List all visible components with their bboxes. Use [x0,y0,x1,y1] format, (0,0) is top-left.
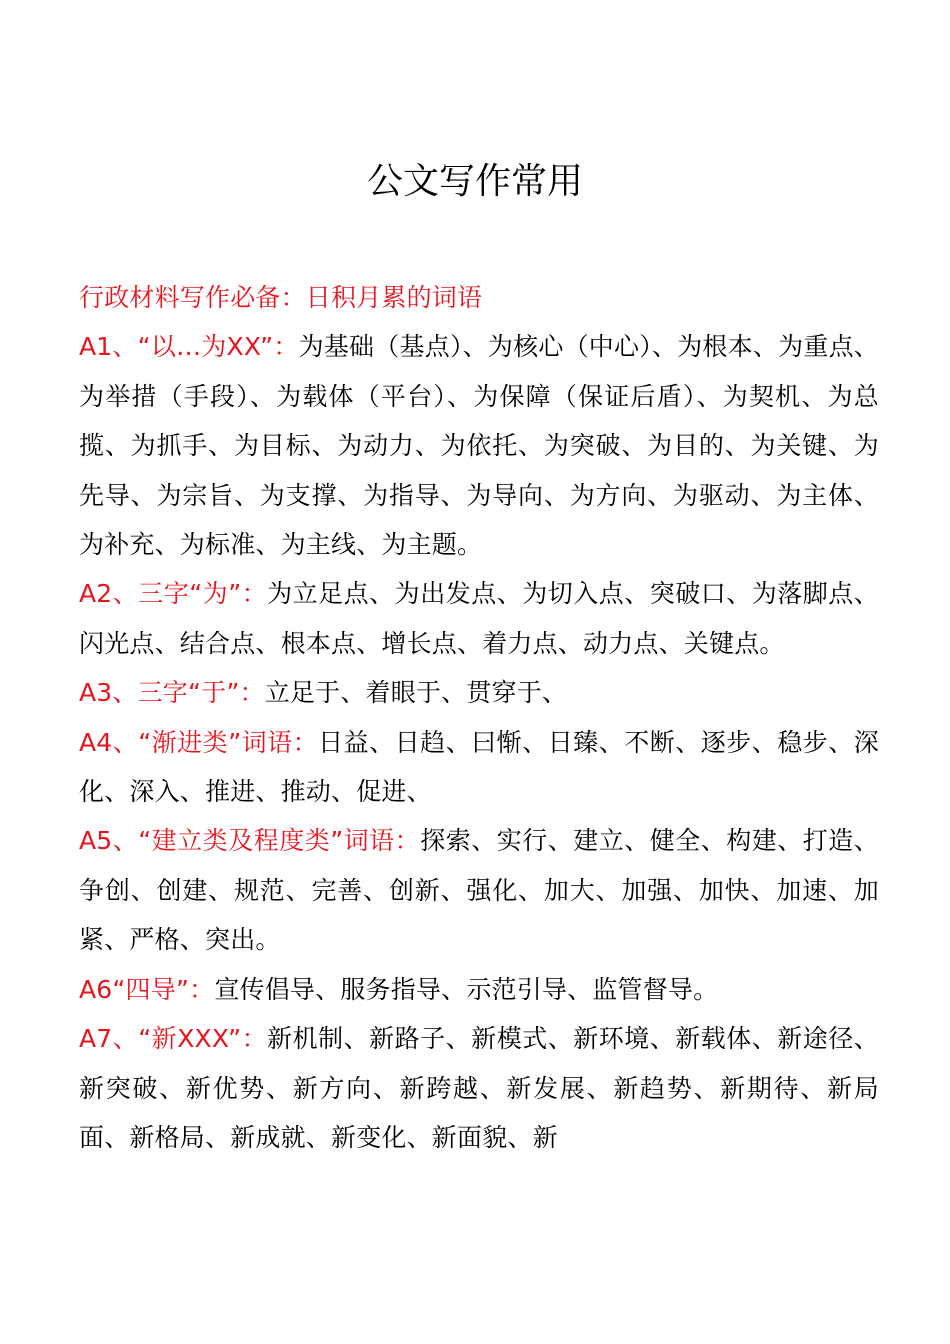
section-text: 为立足点、为出发点、为切入点、突破口、为落脚点、闪光点、结合点、根本点、增长点、着力点、动力点、关键点。 [79,579,879,658]
section-a2 [79,569,879,668]
section-a5 [79,816,879,964]
section-label: A6“四导”： [79,974,215,1004]
section-label: A3、三字“于”： [79,678,265,708]
section-text: 立足于、着眼于、贯穿于、 [264,678,568,708]
section-a6 [79,965,879,1014]
section-label: A5、“建立类及程度类”词语： [79,826,421,856]
section-text: 日益、日趋、曰惭、日臻、不断、逐步、稳步、深化、深入、推进、推动、促进、 [79,727,879,807]
section-text: 新机制、新路子、新模式、新环境、新载体、新途径、新突破、新优势、新方向、新跨越、新发展、新趋势、新期待、新局面、新格局、新成就、新变化、新面貌、新 [79,1024,879,1152]
section-label: A2、三字“为”： [79,579,268,609]
section-label: A4、“渐进类”词语： [79,727,319,757]
section-label: A7、“新XXX”： [79,1024,268,1054]
section-text: 探索、实行、建立、健全、构建、打造、争创、创建、规范、完善、创新、强化、加大、加强、加快、加速、加紧、严格、突出。 [79,826,879,955]
intro-heading: 行政材料写作必备：日积月累的词语 [79,283,483,312]
section-text: 宣传倡导、服务指导、示范引导、监管督导。 [214,974,719,1004]
section-a1 [79,322,879,569]
section-a4 [79,718,879,817]
page-title: 公文写作常用 [366,161,583,202]
document-body [79,273,879,1162]
section-a7 [79,1014,879,1162]
section-text: 为基础（基点）、为核心（中心）、为根本、为重点、为举措（手段）、为载体（平台）、为保障（保证后盾）、为契机、为总揽、为抓手、为目标、为动力、为依托、为突破、为目的、为关键、为先导、为宗旨、为支撑、为指导、为导向、为方向、为驱动、为主体、为补充、为标准、为主线、为主题。 [79,332,879,560]
section-a3 [79,668,879,717]
section-label: A1、“以…为XX”： [79,332,299,362]
